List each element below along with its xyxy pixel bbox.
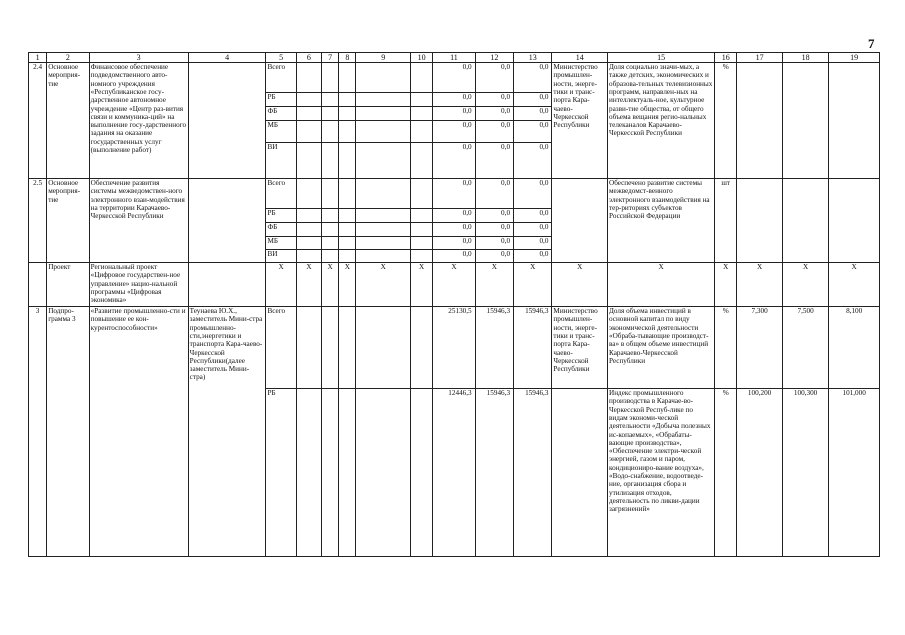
empty-cell [356, 250, 411, 263]
empty-cell [410, 223, 432, 237]
empty-cell [356, 107, 411, 121]
empty-cell [322, 143, 339, 179]
empty-cell [339, 143, 356, 179]
value-col13: 0,0 [514, 143, 552, 179]
x-mark: X [339, 263, 356, 307]
column-number-header: 18 [782, 53, 828, 63]
value-col11: 0,0 [433, 143, 475, 179]
empty-cell [410, 63, 432, 93]
column-number-header: 5 [266, 53, 296, 63]
value-col12: 0,0 [475, 143, 513, 179]
funding-source: Всего [266, 179, 296, 209]
empty-cell [339, 250, 356, 263]
value-col17: 100,200 [737, 389, 782, 557]
column-number-header: 3 [89, 53, 188, 63]
empty-cell [410, 237, 432, 250]
responsible-cell [188, 179, 266, 263]
value-col12: 0,0 [475, 237, 513, 250]
column-number-header: 6 [296, 53, 321, 63]
value-col12: 0,0 [475, 121, 513, 143]
value-col11: 25130,5 [433, 307, 475, 389]
measure-type: Проект [47, 263, 89, 307]
value-col11: 0,0 [433, 107, 475, 121]
value-col12: 0,0 [475, 63, 513, 93]
x-mark: X [296, 263, 321, 307]
indicator: Доля социально значи-мых, а также детских, экономических и образова-тельных телевизионных программ, направлен-ных на интеллектуаль-ное, культурное разви-тие общества, от общего объема вещания регио-нальных телеканалов Карачаево-Черкесской Республики [608, 63, 715, 179]
column-number-header: 16 [715, 53, 737, 63]
value-col18: 100,300 [782, 389, 828, 557]
value-col12: 0,0 [475, 209, 513, 223]
measure-type: Подпро-грамма 3 [47, 307, 89, 557]
x-mark: X [782, 263, 828, 307]
column-number-header: 15 [608, 53, 715, 63]
responsible-person: Теунаева Ю.Х., заместитель Мини-стра промышленно-сти,энергетики и транспорта Кара-чаево-Черкесской Республики(далее заместитель Мини-стра) [188, 307, 266, 557]
column-number-header: 12 [475, 53, 513, 63]
x-mark: X [266, 263, 296, 307]
column-number-header: 13 [514, 53, 552, 63]
column-number-header: 14 [552, 53, 608, 63]
value-col18: 7,500 [782, 307, 828, 389]
value-col13: 0,0 [514, 121, 552, 143]
empty-cell [296, 250, 321, 263]
empty-cell [296, 223, 321, 237]
measure-name: Обеспечение развития системы межведомствен-ного электронного взаи-модействия на территории Карачаево-Черкесской Республики [89, 179, 188, 263]
empty-cell [356, 93, 411, 107]
x-mark: X [356, 263, 411, 307]
value-col11: 0,0 [433, 121, 475, 143]
project-row [29, 263, 880, 307]
executor: Министерство промышлен-ности, энерге-тики и транс-порта Кара-чаево-Черкесской Республики [552, 63, 608, 179]
value-col12: 0,0 [475, 107, 513, 121]
value-col19: 8,100 [829, 307, 880, 389]
value-col13: 0,0 [514, 223, 552, 237]
row-number: 3 [29, 307, 47, 557]
empty-cell [356, 209, 411, 223]
column-number-header: 2 [47, 53, 89, 63]
value-col19: 101,000 [829, 389, 880, 557]
empty-cell [339, 237, 356, 250]
empty-cell [410, 389, 432, 557]
empty-cell [356, 237, 411, 250]
empty-cell [322, 93, 339, 107]
value-col11: 0,0 [433, 209, 475, 223]
column-number-header: 8 [339, 53, 356, 63]
x-mark: X [322, 263, 339, 307]
empty-cell [356, 63, 411, 93]
measure-name: Региональный проект «Цифровое государствен-ное управление» нацио-нальной программы «Цифровая экономика» [89, 263, 188, 307]
empty-cell [339, 307, 356, 389]
empty-cell [322, 250, 339, 263]
empty-cell [356, 223, 411, 237]
empty-cell [296, 179, 321, 209]
empty-cell [322, 307, 339, 389]
value-col13: 0,0 [514, 250, 552, 263]
empty-cell [339, 209, 356, 223]
funding-source: РБ [266, 389, 296, 557]
value-col18 [782, 63, 828, 179]
value-col11: 12446,3 [433, 389, 475, 557]
value-col13: 0,0 [514, 63, 552, 93]
value-col11: 0,0 [433, 63, 475, 93]
empty-cell [296, 93, 321, 107]
empty-cell [410, 107, 432, 121]
value-col11: 0,0 [433, 93, 475, 107]
executor: Министерство промышлен-ности, энерге-тики и транс-порта Кара-чаево-Черкесской Республики [552, 307, 608, 389]
x-mark: X [829, 263, 880, 307]
unit: % [715, 307, 737, 389]
empty-cell [356, 179, 411, 209]
empty-cell [410, 307, 432, 389]
value-col17 [737, 179, 782, 263]
responsible-cell [188, 263, 266, 307]
empty-cell [410, 93, 432, 107]
value-col12: 15946,3 [475, 307, 513, 389]
subprogram-row [29, 307, 880, 389]
empty-cell [322, 179, 339, 209]
funding-source: РБ [266, 209, 296, 223]
column-number-header: 11 [433, 53, 475, 63]
value-col13: 0,0 [514, 107, 552, 121]
value-col12: 15946,3 [475, 389, 513, 557]
empty-cell [339, 63, 356, 93]
empty-cell [296, 63, 321, 93]
value-col12: 0,0 [475, 223, 513, 237]
empty-cell [322, 107, 339, 121]
x-mark: X [475, 263, 513, 307]
row-number: 2.4 [29, 63, 47, 179]
x-mark: X [608, 263, 715, 307]
value-col11: 0,0 [433, 179, 475, 209]
measure-name: «Развитие промышленно-сти и повышение ее кон-курентоспособности» [89, 307, 188, 557]
column-number-header: 9 [356, 53, 411, 63]
funding-source: МБ [266, 237, 296, 250]
empty-cell [339, 179, 356, 209]
column-number-header: 19 [829, 53, 880, 63]
empty-cell [322, 209, 339, 223]
empty-cell [296, 307, 321, 389]
row-number: 2.5 [29, 179, 47, 263]
empty-cell [356, 143, 411, 179]
empty-cell [296, 389, 321, 557]
empty-cell [322, 237, 339, 250]
page-number: 7 [868, 36, 875, 51]
x-mark: X [433, 263, 475, 307]
value-col17 [737, 63, 782, 179]
empty-cell [322, 63, 339, 93]
value-col11: 0,0 [433, 250, 475, 263]
empty-cell [296, 143, 321, 179]
empty-cell [410, 250, 432, 263]
empty-cell [296, 107, 321, 121]
empty-cell [296, 121, 321, 143]
unit: шт [715, 179, 737, 263]
empty-cell [296, 209, 321, 223]
unit: % [715, 63, 737, 179]
value-col13: 0,0 [514, 209, 552, 223]
empty-cell [356, 121, 411, 143]
value-col13: 0,0 [514, 179, 552, 209]
funding-source: ФБ [266, 223, 296, 237]
empty-cell [410, 209, 432, 223]
value-col12: 0,0 [475, 93, 513, 107]
empty-cell [322, 389, 339, 557]
unit: % [715, 389, 737, 557]
measure-type: Основное мероприя-тие [47, 179, 89, 263]
value-col12: 0,0 [475, 179, 513, 209]
value-col13: 0,0 [514, 93, 552, 107]
indicator: Индекс промышленного производства в Карачае-во-Черкесской Респуб-лике по видам экономи-ческой деятельности «Добыча полезных ис-копаемых», «Обрабаты-вающие производства», «Обеспечение электри-ческой энергией, газом и паром, кондициониро-вание воздуха», «Водо-снабжение, водоотведе-ние, организация сбора и утилизация отходов, деятельность по ликви-дации загрязнений» [608, 389, 715, 557]
value-col13: 0,0 [514, 237, 552, 250]
empty-cell [339, 389, 356, 557]
value-col17: 7,300 [737, 307, 782, 389]
empty-cell [410, 143, 432, 179]
empty-cell [410, 179, 432, 209]
budget-table [28, 52, 880, 557]
value-col11: 0,0 [433, 237, 475, 250]
column-number-header: 10 [410, 53, 432, 63]
measure-name: Финансовое обеспечение подведомственного авто-номного учреждения «Республиканское госу-дарственное автономное учреждение «Центр раз-вития связи и коммуника-ций» на выполнение госу-дарственного задания на оказание государственных услуг (выполнение работ) [89, 63, 188, 179]
empty-cell [339, 93, 356, 107]
executor [552, 389, 608, 557]
empty-cell [339, 121, 356, 143]
value-col12: 0,0 [475, 250, 513, 263]
empty-cell [356, 307, 411, 389]
funding-source: ФБ [266, 107, 296, 121]
empty-cell [322, 121, 339, 143]
value-col13: 15946,3 [514, 307, 552, 389]
indicator: Обеспечено развитие системы межведомст-венного электронного взаимодействия на тер-риториях субъектов Российской Федерации [608, 179, 715, 263]
funding-source: МБ [266, 121, 296, 143]
x-mark: X [410, 263, 432, 307]
value-col19 [829, 179, 880, 263]
value-col13: 15946,3 [514, 389, 552, 557]
empty-cell [296, 237, 321, 250]
responsible-cell [188, 63, 266, 179]
value-col18 [782, 179, 828, 263]
funding-source: ВИ [266, 143, 296, 179]
column-number-header: 4 [188, 53, 266, 63]
column-number-header: 17 [737, 53, 782, 63]
empty-cell [322, 223, 339, 237]
value-col11: 0,0 [433, 223, 475, 237]
indicator: Доля объема инвестиций в основной капитал по виду экономической деятельности «Обраба-тывающие производст-ва» в общем объеме инвестиций Карачаево-Черкесской Республики [608, 307, 715, 389]
column-number-header: 1 [29, 53, 47, 63]
source-row [29, 179, 880, 209]
header-row [29, 53, 880, 63]
source-row [29, 63, 880, 93]
funding-source: Всего [266, 307, 296, 389]
empty-cell [339, 107, 356, 121]
executor [552, 179, 608, 263]
funding-source: Всего [266, 63, 296, 93]
funding-source: РБ [266, 93, 296, 107]
x-mark: X [715, 263, 737, 307]
empty-cell [339, 223, 356, 237]
x-mark: X [514, 263, 552, 307]
empty-cell [410, 121, 432, 143]
empty-cell [356, 389, 411, 557]
measure-type: Основное мероприя-тие [47, 63, 89, 179]
funding-source: ВИ [266, 250, 296, 263]
x-mark: X [737, 263, 782, 307]
x-mark: X [552, 263, 608, 307]
value-col19 [829, 63, 880, 179]
column-number-header: 7 [322, 53, 339, 63]
row-number [29, 263, 47, 307]
